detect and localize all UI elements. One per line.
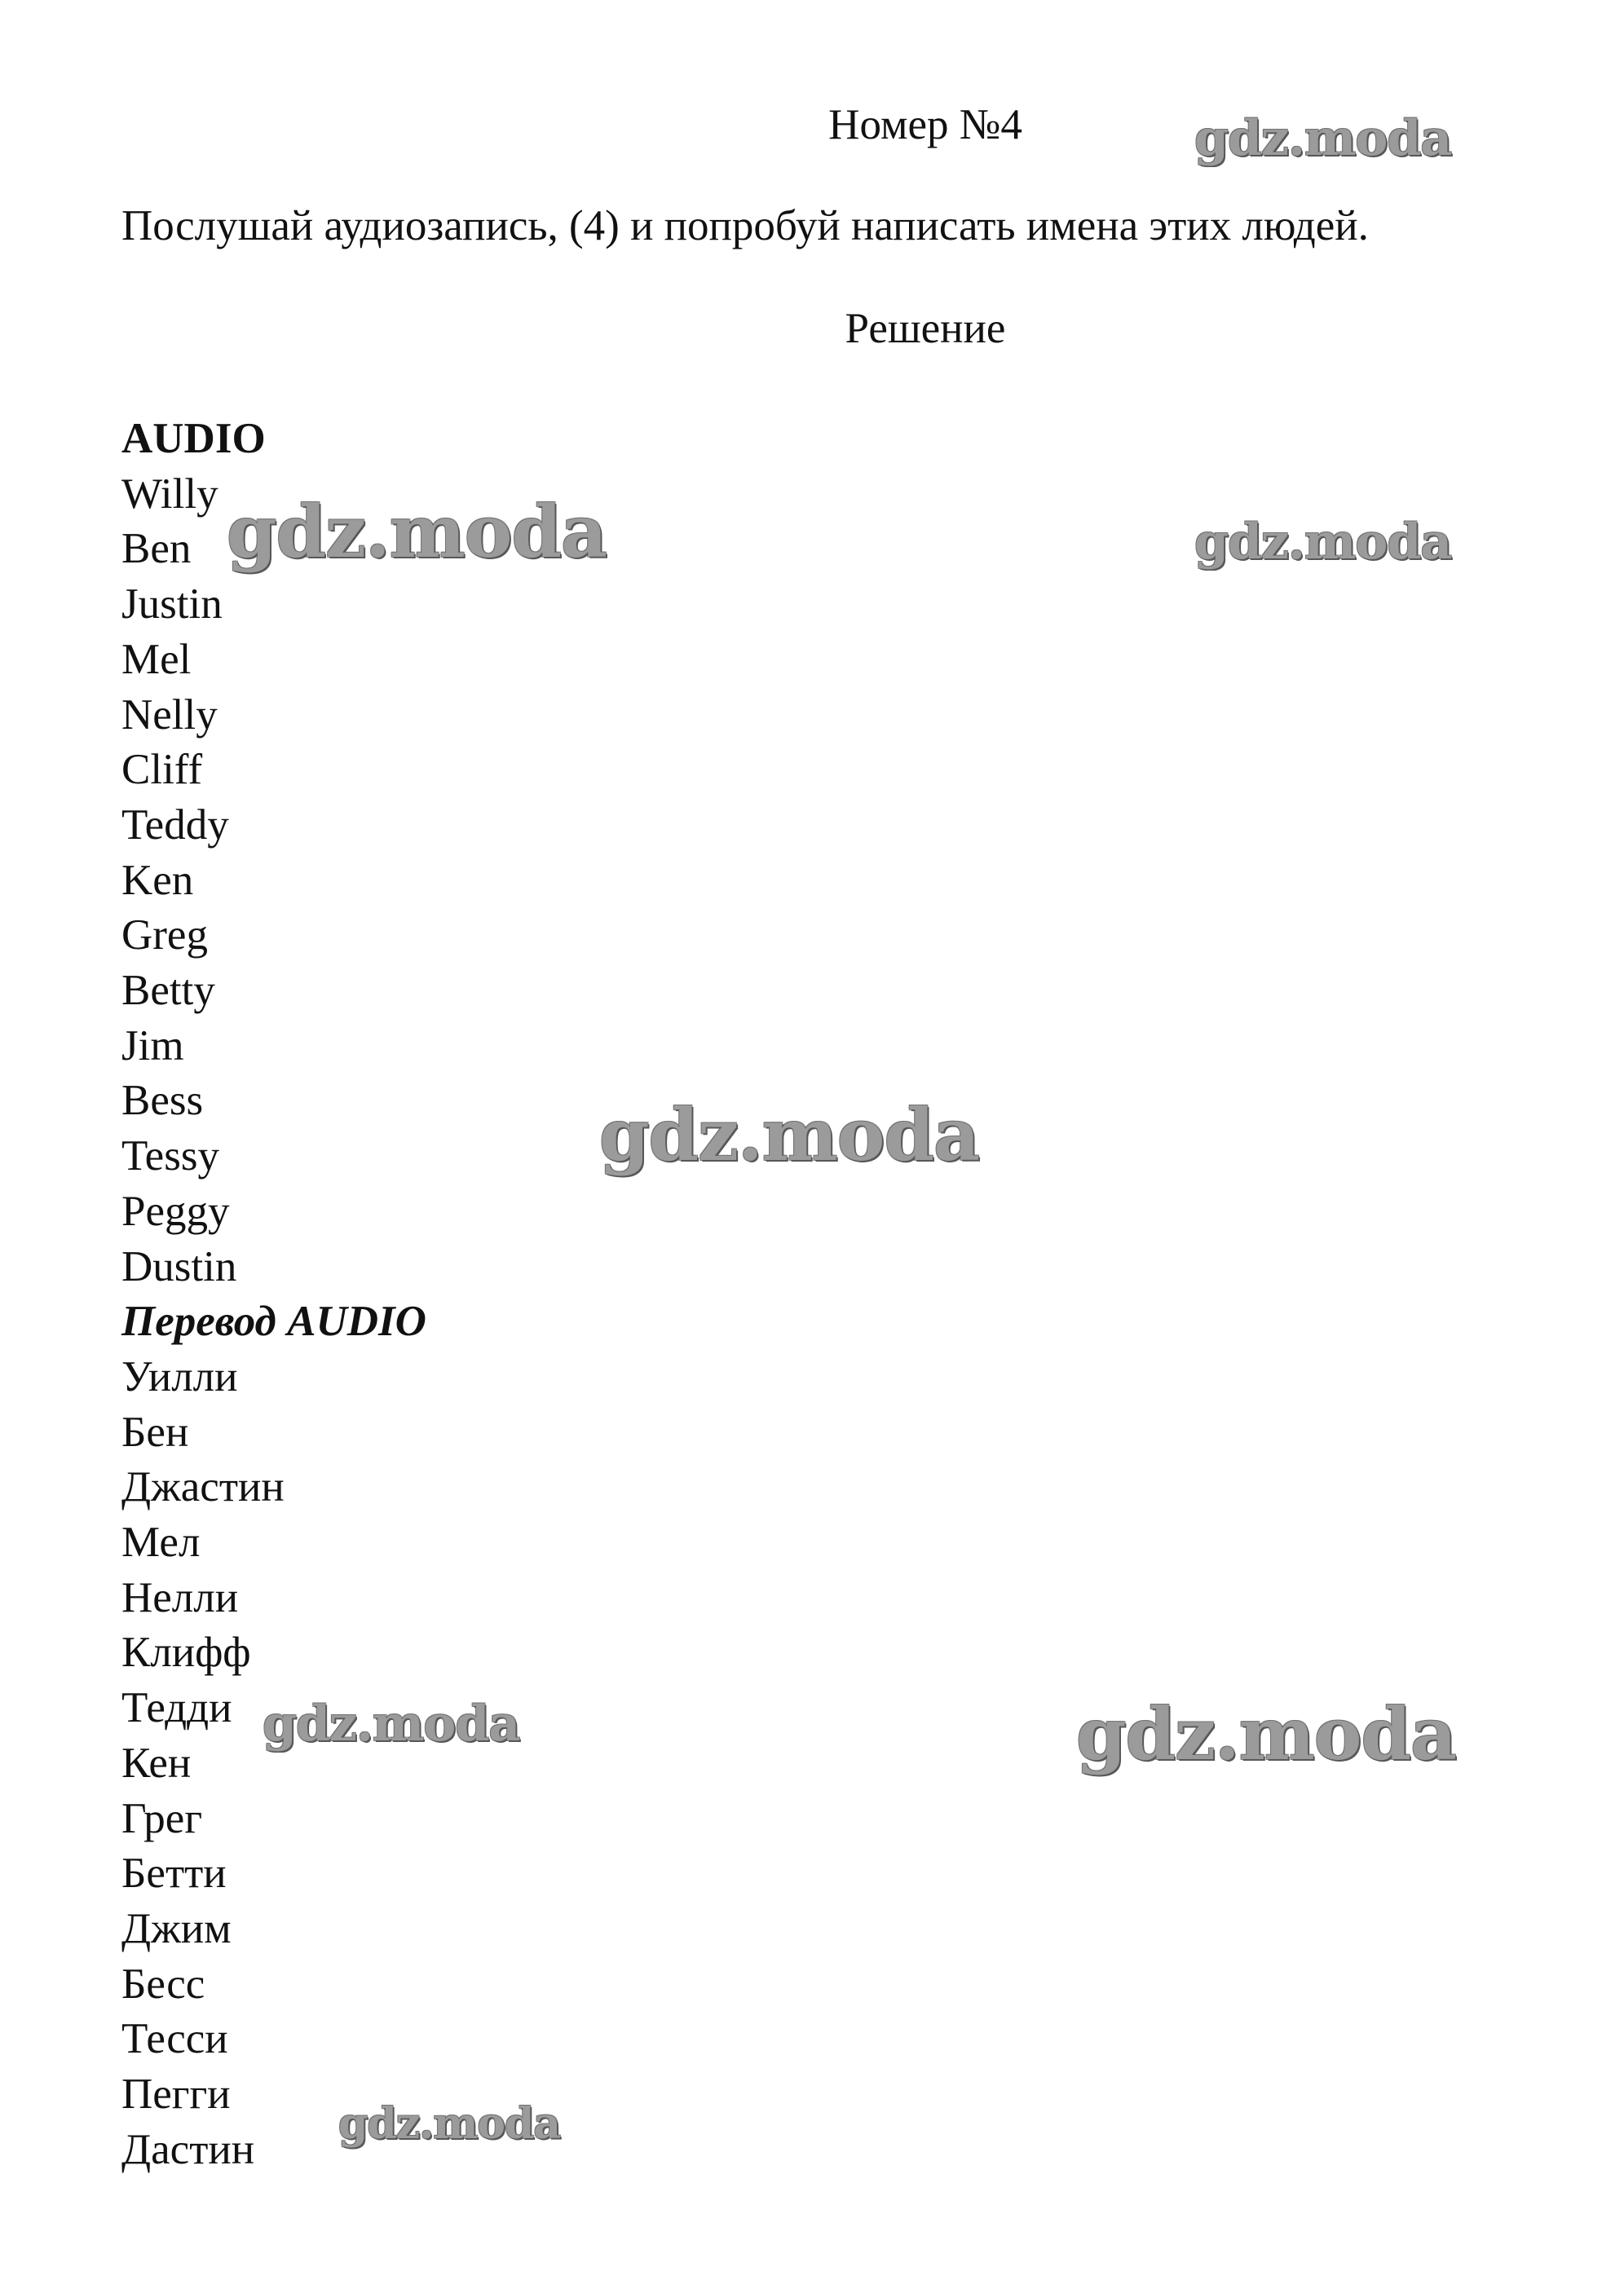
audio-name: Greg [121, 911, 208, 959]
audio-name: Dustin [121, 1242, 237, 1290]
translated-name: Джастин [121, 1463, 285, 1511]
audio-name: Jim [121, 1021, 184, 1069]
watermark: gdz.moda [263, 1696, 520, 1753]
exercise-number: Номер №4 [828, 101, 1022, 148]
translated-name: Тесси [121, 2015, 228, 2063]
solution-heading: Решение [845, 305, 1006, 352]
translated-name: Нелли [121, 1573, 239, 1621]
solution-content [121, 412, 426, 2178]
audio-name: Teddy [121, 800, 229, 849]
translated-name: Грег [121, 1794, 203, 1842]
translated-name: Бетти [121, 1850, 227, 1898]
watermark: gdz.moda [227, 489, 607, 574]
audio-section-title: AUDIO [121, 415, 266, 462]
translated-name: Бен [121, 1408, 189, 1456]
translated-name: Мел [121, 1519, 201, 1567]
watermark: gdz.moda [338, 2099, 561, 2149]
task-instruction: Послушай аудиозапись, (4) и попробуй написать имена этих людей. [121, 202, 1369, 249]
translated-name: Джим [121, 1904, 232, 1952]
watermark: gdz.moda [1194, 514, 1452, 571]
audio-name: Willy [121, 470, 218, 518]
audio-name: Betty [121, 967, 215, 1015]
translated-name: Клифф [121, 1629, 251, 1677]
watermark: gdz.moda [1194, 110, 1452, 167]
audio-name: Ken [121, 856, 194, 904]
audio-name: Tessy [121, 1132, 219, 1180]
translation-name-list [121, 1350, 426, 2178]
translated-name: Кен [121, 1739, 192, 1787]
translation-section-title: Перевод AUDIO [121, 1298, 426, 1346]
audio-name: Justin [121, 580, 223, 628]
audio-name: Mel [121, 635, 192, 683]
audio-name: Nelly [121, 690, 218, 739]
audio-name: Peggy [121, 1187, 230, 1235]
translated-name: Дастин [121, 2125, 255, 2173]
translated-name: Бесс [121, 1960, 205, 2008]
audio-name-list [121, 467, 426, 1295]
translated-name: Тедди [121, 1684, 232, 1732]
audio-name: Cliff [121, 746, 203, 794]
audio-name: Ben [121, 525, 192, 573]
audio-name: Bess [121, 1077, 204, 1125]
watermark: gdz.moda [599, 1092, 980, 1177]
translated-name: Пегги [121, 2071, 231, 2119]
translated-name: Уилли [121, 1352, 238, 1400]
watermark: gdz.moda [1076, 1691, 1457, 1776]
